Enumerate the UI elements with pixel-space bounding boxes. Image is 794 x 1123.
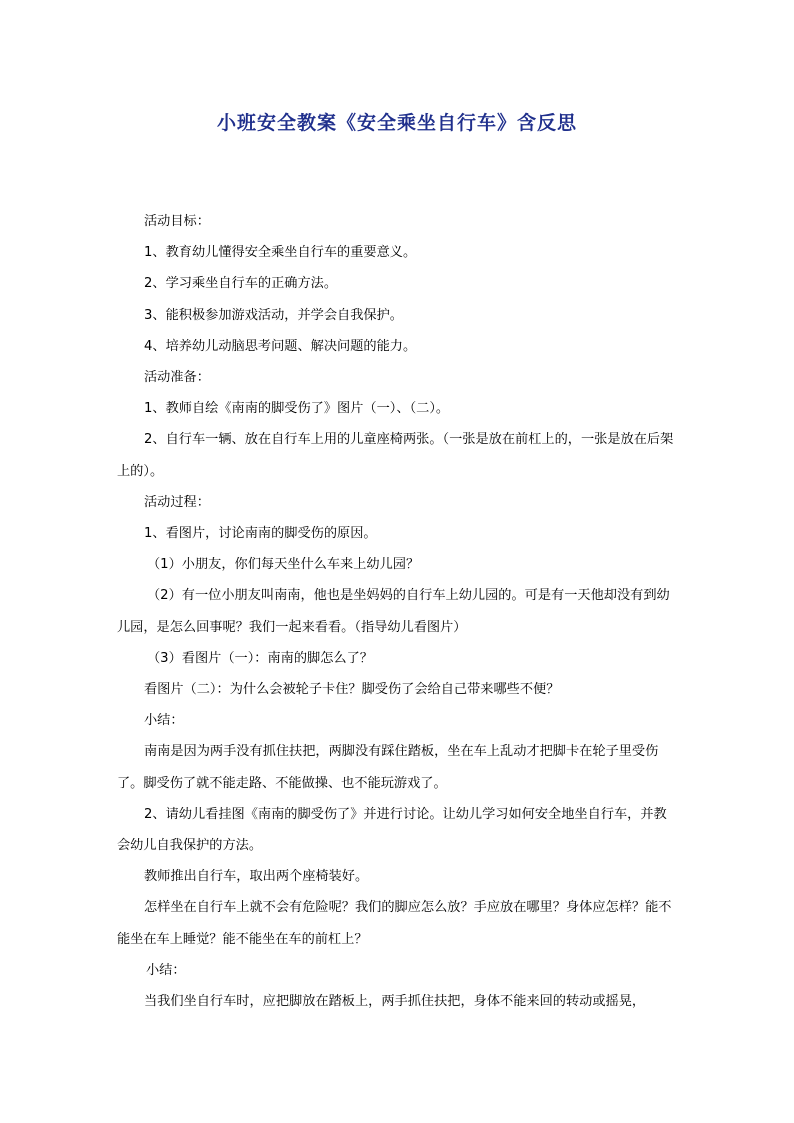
paragraph: （1）小朋友，你们每天坐什么车来上幼儿园？ [147,557,420,573]
paragraph: 当我们坐自行车时，应把脚放在踏板上，两手抓住扶把，身体不能来回的转动或摇晃， [144,994,646,1010]
section-heading-preparation: 活动准备： [144,370,210,386]
paragraph: 2、学习乘坐自行车的正确方法。 [144,276,338,292]
paragraph: 1、看图片，讨论南南的脚受伤的原因。 [144,526,377,542]
section-heading-goals: 活动目标： [144,214,210,229]
paragraph: 2、请幼儿看挂图《南南的脚受伤了》并进行讨论。让幼儿学习如何安全地坐自行车，并教会幼儿自我保护的方法。 [117,806,667,854]
paragraph: 2、自行车一辆、放在自行车上用的儿童座椅两张。（一张是放在前杠上的，一张是放在后架上的）。 [117,432,674,479]
document-title: 小班安全教案《安全乘坐自行车》含反思 [216,112,577,134]
paragraph: 3、能积极参加游戏活动，并学会自我保护。 [144,307,403,323]
document-body [117,206,679,1017]
paragraph: 1、教师自绘《南南的脚受伤了》图片（一）、（二）。 [144,401,450,417]
section-heading-summary: 小结： [146,962,186,978]
paragraph: （2）有一位小朋友叫南南，他也是坐妈妈的自行车上幼儿园的。可是有一天他却没有到幼儿园，是怎么回事呢？我们一起来看看。（指导幼儿看图片） [117,588,670,635]
paragraph: 怎样坐在自行车上就不会有危险呢？我们的脚应怎么放？手应放在哪里？身体应怎样？能不能坐在车上睡觉？能不能坐在车的前杠上？ [117,900,672,947]
section-heading-process: 活动过程： [144,494,210,510]
paragraph: 教师推出自行车，取出两个座椅装好。 [144,869,369,885]
paragraph: 4、培养幼儿动脑思考问题、解决问题的能力。 [144,338,417,354]
paragraph: （3）看图片（一）：南南的脚怎么了？ [147,650,373,666]
paragraph: 南南是因为两手没有抓住扶把，两脚没有踩住踏板，坐在车上乱动才把脚卡在轮子里受伤了。脚受伤了就不能走路、不能做操、也不能玩游戏了。 [117,744,659,791]
paragraph: 1、教育幼儿懂得安全乘坐自行车的重要意义。 [144,245,417,261]
section-heading-summary: 小结： [144,713,184,729]
paragraph: 看图片（二）：为什么会被轮子卡住？脚受伤了会给自己带来哪些不便？ [144,682,560,698]
